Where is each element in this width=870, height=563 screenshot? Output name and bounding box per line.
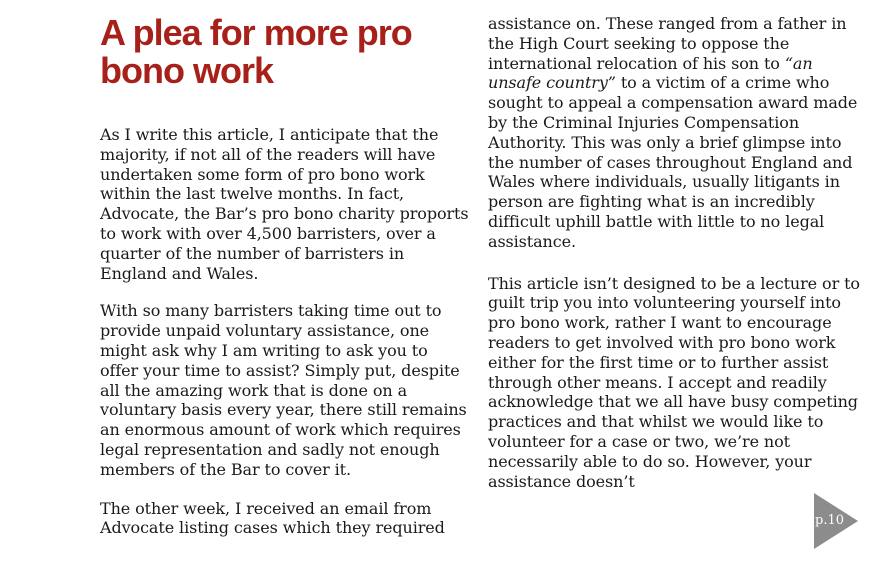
- next-page-label: p.10: [815, 513, 844, 528]
- article-paragraph-4: [488, 14, 860, 252]
- right-column: [488, 0, 860, 491]
- paragraph-4-text-end: to a victim of a crime who sought to appeal a compensation award made by the Criminal Injuries Compensation Authority. This was only a brief glimpse into the number of cases throughout England and Wales where individuals, usually litigants in person are fighting what is an incredibly difficult uphill battle with little to no legal assistance.: [488, 73, 858, 251]
- article-paragraph-5: This article isn’t designed to be a lecture or to guilt trip you into volunteering yourself into pro bono work, rather I want to encourage readers to get involved with pro bono work either for the first time or to further assist through other means. I accept and readily acknowledge that we all have busy competing practices and that whilst we would like to volunteer for a case or two, we’re not necessarily able to do so. However, your assistance doesn’t: [488, 273, 860, 491]
- article-paragraph-1: As I write this article, I anticipate that the majority, if not all of the readers will have undertaken some form of pro bono work within the last twelve months. In fact, Advocate, the Bar’s pro bono charity proports to work with over 4,500 barristers, over a quarter of the number of barristers in England and Wales.: [100, 125, 469, 283]
- article-paragraph-2: With so many barristers taking time out to provide unpaid voluntary assistance, one might ask why I am writing to ask you to offer your time to assist? Simply put, despite all the amazing work that is done on a voluntary basis every year, there still remains an enormous amount of work which requires legal representation and sadly not enough members of the Bar to cover it.: [100, 301, 467, 479]
- paragraph-4-text-start: assistance on. These ranged from a father in the High Court seeking to oppose the international relocation of his son to: [488, 14, 847, 73]
- left-column: [100, 0, 470, 538]
- paragraph-4-quote: “an unsafe country”: [488, 53, 813, 93]
- article-paragraph-3: The other week, I received an email from Advocate listing cases which they required: [100, 498, 445, 538]
- article-title: A plea for more pro bono work: [100, 12, 412, 91]
